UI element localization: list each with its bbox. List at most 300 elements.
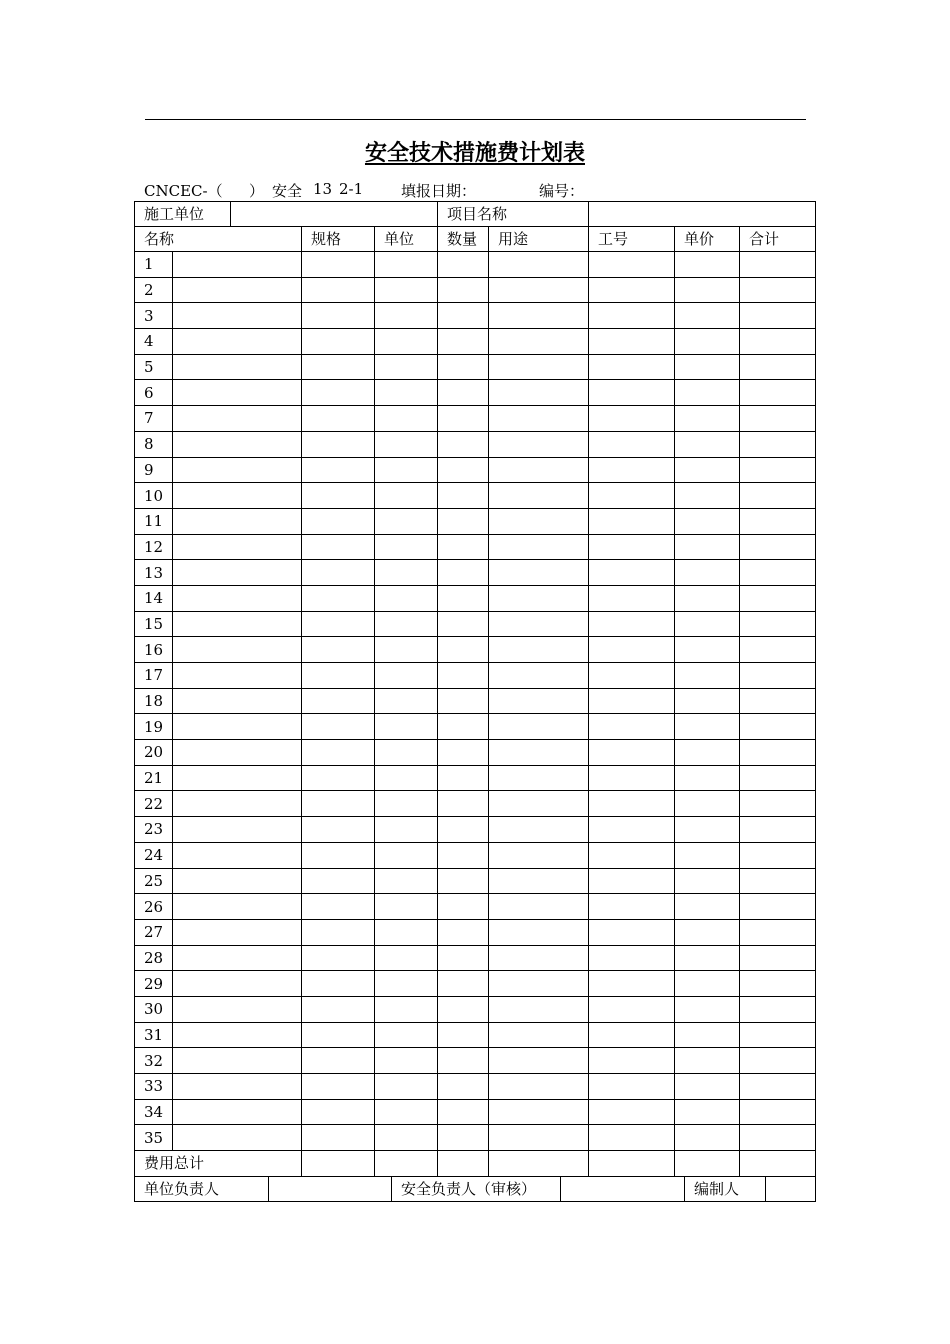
item-total-cell[interactable] xyxy=(740,303,816,329)
item-purpose-cell[interactable] xyxy=(489,688,589,714)
column-header-name: 名称 xyxy=(135,227,302,252)
item-job-no-cell[interactable] xyxy=(589,534,675,560)
item-spec-cell[interactable] xyxy=(302,842,375,868)
item-spec-cell[interactable] xyxy=(302,996,375,1022)
item-total-cell[interactable] xyxy=(740,252,816,278)
header-row xyxy=(135,202,816,227)
item-total-cell[interactable] xyxy=(740,663,816,689)
item-unit-cell[interactable] xyxy=(375,303,438,329)
item-job-no-cell[interactable] xyxy=(589,791,675,817)
item-job-no-cell[interactable] xyxy=(589,585,675,611)
item-unit-cell[interactable] xyxy=(375,277,438,303)
item-name-cell[interactable] xyxy=(173,945,302,971)
item-purpose-cell[interactable] xyxy=(489,714,589,740)
item-total-cell[interactable] xyxy=(740,585,816,611)
item-unit-price-cell[interactable] xyxy=(675,894,740,920)
item-job-no-cell[interactable] xyxy=(589,1125,675,1151)
item-unit-cell[interactable] xyxy=(375,765,438,791)
item-quantity-cell[interactable] xyxy=(438,714,489,740)
item-quantity-cell[interactable] xyxy=(438,791,489,817)
item-job-no-cell[interactable] xyxy=(589,508,675,534)
item-purpose-cell[interactable] xyxy=(489,842,589,868)
item-spec-cell[interactable] xyxy=(302,971,375,997)
item-unit-price-cell[interactable] xyxy=(675,1099,740,1125)
item-spec-cell[interactable] xyxy=(302,740,375,766)
item-name-cell[interactable] xyxy=(173,406,302,432)
item-quantity-cell[interactable] xyxy=(438,406,489,432)
item-unit-price-cell[interactable] xyxy=(675,637,740,663)
item-total-cell[interactable] xyxy=(740,1022,816,1048)
item-purpose-cell[interactable] xyxy=(489,329,589,355)
item-name-cell[interactable] xyxy=(173,354,302,380)
item-total-cell[interactable] xyxy=(740,380,816,406)
item-job-no-cell[interactable] xyxy=(589,1099,675,1125)
item-purpose-cell[interactable] xyxy=(489,868,589,894)
item-unit-cell[interactable] xyxy=(375,1048,438,1074)
item-job-no-cell[interactable] xyxy=(589,1074,675,1100)
item-name-cell[interactable] xyxy=(173,971,302,997)
item-unit-cell[interactable] xyxy=(375,714,438,740)
item-quantity-cell[interactable] xyxy=(438,894,489,920)
item-total-cell[interactable] xyxy=(740,431,816,457)
item-name-cell[interactable] xyxy=(173,1048,302,1074)
item-unit-price-cell[interactable] xyxy=(675,945,740,971)
item-total-cell[interactable] xyxy=(740,765,816,791)
item-unit-price-cell[interactable] xyxy=(675,252,740,278)
item-spec-cell[interactable] xyxy=(302,688,375,714)
item-quantity-cell[interactable] xyxy=(438,508,489,534)
item-quantity-cell[interactable] xyxy=(438,585,489,611)
item-unit-cell[interactable] xyxy=(375,663,438,689)
item-name-cell[interactable] xyxy=(173,868,302,894)
item-total-cell[interactable] xyxy=(740,996,816,1022)
item-spec-cell[interactable] xyxy=(302,714,375,740)
item-total-cell[interactable] xyxy=(740,842,816,868)
item-job-no-cell[interactable] xyxy=(589,380,675,406)
item-unit-cell[interactable] xyxy=(375,1022,438,1048)
table-row xyxy=(135,329,816,355)
item-total-cell[interactable] xyxy=(740,740,816,766)
item-unit-price-cell[interactable] xyxy=(675,740,740,766)
item-spec-cell[interactable] xyxy=(302,380,375,406)
item-unit-price-cell[interactable] xyxy=(675,868,740,894)
item-job-no-cell[interactable] xyxy=(589,945,675,971)
item-unit-cell[interactable] xyxy=(375,842,438,868)
item-purpose-cell[interactable] xyxy=(489,637,589,663)
item-name-cell[interactable] xyxy=(173,508,302,534)
item-quantity-cell[interactable] xyxy=(438,252,489,278)
item-quantity-cell[interactable] xyxy=(438,817,489,843)
item-unit-price-cell[interactable] xyxy=(675,996,740,1022)
item-name-cell[interactable] xyxy=(173,791,302,817)
item-unit-cell[interactable] xyxy=(375,457,438,483)
item-spec-cell[interactable] xyxy=(302,1048,375,1074)
item-job-no-cell[interactable] xyxy=(589,868,675,894)
item-purpose-cell[interactable] xyxy=(489,508,589,534)
item-purpose-cell[interactable] xyxy=(489,354,589,380)
item-total-cell[interactable] xyxy=(740,611,816,637)
item-job-no-cell[interactable] xyxy=(589,329,675,355)
item-total-cell[interactable] xyxy=(740,354,816,380)
item-unit-price-cell[interactable] xyxy=(675,663,740,689)
item-total-cell[interactable] xyxy=(740,483,816,509)
item-unit-cell[interactable] xyxy=(375,354,438,380)
item-spec-cell[interactable] xyxy=(302,560,375,586)
item-quantity-cell[interactable] xyxy=(438,431,489,457)
item-total-cell[interactable] xyxy=(740,688,816,714)
item-quantity-cell[interactable] xyxy=(438,1022,489,1048)
item-spec-cell[interactable] xyxy=(302,611,375,637)
item-quantity-cell[interactable] xyxy=(438,919,489,945)
item-job-no-cell[interactable] xyxy=(589,740,675,766)
item-spec-cell[interactable] xyxy=(302,431,375,457)
item-unit-price-cell[interactable] xyxy=(675,354,740,380)
item-quantity-cell[interactable] xyxy=(438,1125,489,1151)
item-quantity-cell[interactable] xyxy=(438,996,489,1022)
item-spec-cell[interactable] xyxy=(302,791,375,817)
item-unit-cell[interactable] xyxy=(375,508,438,534)
item-quantity-cell[interactable] xyxy=(438,637,489,663)
item-unit-cell[interactable] xyxy=(375,329,438,355)
project-name-field[interactable] xyxy=(589,202,816,227)
item-spec-cell[interactable] xyxy=(302,1125,375,1151)
item-name-cell[interactable] xyxy=(173,919,302,945)
item-job-no-cell[interactable] xyxy=(589,637,675,663)
table-row xyxy=(135,252,816,278)
item-total-cell[interactable] xyxy=(740,406,816,432)
item-job-no-cell[interactable] xyxy=(589,303,675,329)
item-spec-cell[interactable] xyxy=(302,406,375,432)
item-purpose-cell[interactable] xyxy=(489,277,589,303)
item-name-cell[interactable] xyxy=(173,714,302,740)
item-quantity-cell[interactable] xyxy=(438,945,489,971)
item-job-no-cell[interactable] xyxy=(589,996,675,1022)
item-unit-price-cell[interactable] xyxy=(675,560,740,586)
item-unit-cell[interactable] xyxy=(375,534,438,560)
item-unit-cell[interactable] xyxy=(375,1099,438,1125)
item-name-cell[interactable] xyxy=(173,817,302,843)
item-total-cell[interactable] xyxy=(740,817,816,843)
item-purpose-cell[interactable] xyxy=(489,1022,589,1048)
item-job-no-cell[interactable] xyxy=(589,663,675,689)
item-name-cell[interactable] xyxy=(173,688,302,714)
item-job-no-cell[interactable] xyxy=(589,1048,675,1074)
item-unit-cell[interactable] xyxy=(375,1074,438,1100)
item-name-cell[interactable] xyxy=(173,1022,302,1048)
item-name-cell[interactable] xyxy=(173,611,302,637)
item-spec-cell[interactable] xyxy=(302,919,375,945)
item-unit-cell[interactable] xyxy=(375,483,438,509)
item-total-cell[interactable] xyxy=(740,508,816,534)
item-unit-cell[interactable] xyxy=(375,431,438,457)
item-unit-price-cell[interactable] xyxy=(675,1125,740,1151)
item-unit-price-cell[interactable] xyxy=(675,431,740,457)
item-purpose-cell[interactable] xyxy=(489,765,589,791)
item-unit-cell[interactable] xyxy=(375,585,438,611)
item-job-no-cell[interactable] xyxy=(589,277,675,303)
construction-unit-field[interactable] xyxy=(231,202,438,227)
item-total-cell[interactable] xyxy=(740,1125,816,1151)
item-spec-cell[interactable] xyxy=(302,817,375,843)
item-name-cell[interactable] xyxy=(173,1074,302,1100)
item-quantity-cell[interactable] xyxy=(438,842,489,868)
item-purpose-cell[interactable] xyxy=(489,740,589,766)
item-unit-cell[interactable] xyxy=(375,637,438,663)
item-unit-cell[interactable] xyxy=(375,1125,438,1151)
item-quantity-cell[interactable] xyxy=(438,483,489,509)
item-total-cell[interactable] xyxy=(740,714,816,740)
item-quantity-cell[interactable] xyxy=(438,971,489,997)
item-job-no-cell[interactable] xyxy=(589,688,675,714)
item-spec-cell[interactable] xyxy=(302,483,375,509)
item-spec-cell[interactable] xyxy=(302,329,375,355)
item-unit-cell[interactable] xyxy=(375,252,438,278)
item-spec-cell[interactable] xyxy=(302,1099,375,1125)
table-row xyxy=(135,354,816,380)
item-total-cell[interactable] xyxy=(740,945,816,971)
item-job-no-cell[interactable] xyxy=(589,611,675,637)
total-quantity-cell[interactable] xyxy=(438,1151,489,1177)
total-unit-price-cell[interactable] xyxy=(675,1151,740,1177)
item-spec-cell[interactable] xyxy=(302,457,375,483)
item-purpose-cell[interactable] xyxy=(489,791,589,817)
item-unit-price-cell[interactable] xyxy=(675,919,740,945)
item-unit-cell[interactable] xyxy=(375,919,438,945)
item-purpose-cell[interactable] xyxy=(489,919,589,945)
item-unit-price-cell[interactable] xyxy=(675,971,740,997)
item-name-cell[interactable] xyxy=(173,431,302,457)
item-spec-cell[interactable] xyxy=(302,303,375,329)
item-job-no-cell[interactable] xyxy=(589,252,675,278)
item-unit-cell[interactable] xyxy=(375,868,438,894)
item-quantity-cell[interactable] xyxy=(438,688,489,714)
item-purpose-cell[interactable] xyxy=(489,1048,589,1074)
item-unit-price-cell[interactable] xyxy=(675,765,740,791)
item-total-cell[interactable] xyxy=(740,457,816,483)
item-spec-cell[interactable] xyxy=(302,637,375,663)
item-name-cell[interactable] xyxy=(173,252,302,278)
item-quantity-cell[interactable] xyxy=(438,380,489,406)
item-job-no-cell[interactable] xyxy=(589,406,675,432)
item-quantity-cell[interactable] xyxy=(438,765,489,791)
item-unit-cell[interactable] xyxy=(375,406,438,432)
item-name-cell[interactable] xyxy=(173,585,302,611)
item-spec-cell[interactable] xyxy=(302,663,375,689)
item-unit-cell[interactable] xyxy=(375,894,438,920)
item-job-no-cell[interactable] xyxy=(589,560,675,586)
item-purpose-cell[interactable] xyxy=(489,971,589,997)
item-unit-price-cell[interactable] xyxy=(675,817,740,843)
item-quantity-cell[interactable] xyxy=(438,277,489,303)
item-job-no-cell[interactable] xyxy=(589,354,675,380)
item-purpose-cell[interactable] xyxy=(489,663,589,689)
item-purpose-cell[interactable] xyxy=(489,252,589,278)
item-total-cell[interactable] xyxy=(740,534,816,560)
item-spec-cell[interactable] xyxy=(302,945,375,971)
item-unit-cell[interactable] xyxy=(375,971,438,997)
item-purpose-cell[interactable] xyxy=(489,406,589,432)
item-name-cell[interactable] xyxy=(173,765,302,791)
item-purpose-cell[interactable] xyxy=(489,611,589,637)
item-purpose-cell[interactable] xyxy=(489,817,589,843)
total-job-no-cell[interactable] xyxy=(589,1151,675,1177)
item-name-cell[interactable] xyxy=(173,457,302,483)
item-name-cell[interactable] xyxy=(173,277,302,303)
item-unit-cell[interactable] xyxy=(375,740,438,766)
item-name-cell[interactable] xyxy=(173,303,302,329)
table-row xyxy=(135,534,816,560)
item-name-cell[interactable] xyxy=(173,740,302,766)
item-purpose-cell[interactable] xyxy=(489,1125,589,1151)
item-unit-cell[interactable] xyxy=(375,611,438,637)
item-total-cell[interactable] xyxy=(740,1074,816,1100)
item-quantity-cell[interactable] xyxy=(438,740,489,766)
item-job-no-cell[interactable] xyxy=(589,919,675,945)
item-quantity-cell[interactable] xyxy=(438,1048,489,1074)
item-total-cell[interactable] xyxy=(740,637,816,663)
item-spec-cell[interactable] xyxy=(302,534,375,560)
item-job-no-cell[interactable] xyxy=(589,894,675,920)
item-purpose-cell[interactable] xyxy=(489,1074,589,1100)
item-purpose-cell[interactable] xyxy=(489,996,589,1022)
item-unit-price-cell[interactable] xyxy=(675,1074,740,1100)
item-unit-price-cell[interactable] xyxy=(675,277,740,303)
item-spec-cell[interactable] xyxy=(302,765,375,791)
item-unit-price-cell[interactable] xyxy=(675,457,740,483)
item-name-cell[interactable] xyxy=(173,1099,302,1125)
safety-head-field[interactable] xyxy=(561,1177,685,1202)
item-unit-cell[interactable] xyxy=(375,791,438,817)
item-unit-cell[interactable] xyxy=(375,817,438,843)
item-spec-cell[interactable] xyxy=(302,585,375,611)
item-unit-cell[interactable] xyxy=(375,945,438,971)
item-total-cell[interactable] xyxy=(740,329,816,355)
item-spec-cell[interactable] xyxy=(302,1074,375,1100)
total-purpose-cell[interactable] xyxy=(489,1151,589,1177)
total-spec-cell[interactable] xyxy=(302,1151,375,1177)
item-quantity-cell[interactable] xyxy=(438,868,489,894)
item-name-cell[interactable] xyxy=(173,1125,302,1151)
item-spec-cell[interactable] xyxy=(302,1022,375,1048)
item-quantity-cell[interactable] xyxy=(438,663,489,689)
item-job-no-cell[interactable] xyxy=(589,1022,675,1048)
item-spec-cell[interactable] xyxy=(302,508,375,534)
item-job-no-cell[interactable] xyxy=(589,431,675,457)
item-purpose-cell[interactable] xyxy=(489,585,589,611)
item-total-cell[interactable] xyxy=(740,894,816,920)
item-unit-price-cell[interactable] xyxy=(675,842,740,868)
item-unit-price-cell[interactable] xyxy=(675,688,740,714)
item-unit-price-cell[interactable] xyxy=(675,611,740,637)
item-purpose-cell[interactable] xyxy=(489,945,589,971)
item-total-cell[interactable] xyxy=(740,868,816,894)
item-job-no-cell[interactable] xyxy=(589,842,675,868)
item-total-cell[interactable] xyxy=(740,1048,816,1074)
unit-head-field[interactable] xyxy=(269,1177,392,1202)
item-quantity-cell[interactable] xyxy=(438,329,489,355)
item-purpose-cell[interactable] xyxy=(489,560,589,586)
item-unit-cell[interactable] xyxy=(375,560,438,586)
item-job-no-cell[interactable] xyxy=(589,457,675,483)
item-unit-price-cell[interactable] xyxy=(675,1022,740,1048)
item-total-cell[interactable] xyxy=(740,971,816,997)
item-quantity-cell[interactable] xyxy=(438,560,489,586)
item-quantity-cell[interactable] xyxy=(438,1099,489,1125)
item-unit-cell[interactable] xyxy=(375,688,438,714)
item-purpose-cell[interactable] xyxy=(489,431,589,457)
item-name-cell[interactable] xyxy=(173,894,302,920)
item-spec-cell[interactable] xyxy=(302,277,375,303)
total-unit-cell[interactable] xyxy=(375,1151,438,1177)
item-quantity-cell[interactable] xyxy=(438,354,489,380)
item-job-no-cell[interactable] xyxy=(589,971,675,997)
row-number: 1 xyxy=(135,252,173,278)
item-name-cell[interactable] xyxy=(173,996,302,1022)
item-unit-price-cell[interactable] xyxy=(675,534,740,560)
item-purpose-cell[interactable] xyxy=(489,534,589,560)
item-spec-cell[interactable] xyxy=(302,252,375,278)
item-total-cell[interactable] xyxy=(740,1099,816,1125)
item-unit-price-cell[interactable] xyxy=(675,329,740,355)
item-spec-cell[interactable] xyxy=(302,868,375,894)
item-unit-price-cell[interactable] xyxy=(675,380,740,406)
item-unit-price-cell[interactable] xyxy=(675,406,740,432)
total-sum-cell[interactable] xyxy=(740,1151,816,1177)
item-name-cell[interactable] xyxy=(173,560,302,586)
item-unit-price-cell[interactable] xyxy=(675,714,740,740)
item-quantity-cell[interactable] xyxy=(438,1074,489,1100)
item-total-cell[interactable] xyxy=(740,791,816,817)
item-purpose-cell[interactable] xyxy=(489,894,589,920)
item-total-cell[interactable] xyxy=(740,277,816,303)
item-name-cell[interactable] xyxy=(173,842,302,868)
item-quantity-cell[interactable] xyxy=(438,534,489,560)
item-unit-price-cell[interactable] xyxy=(675,483,740,509)
item-job-no-cell[interactable] xyxy=(589,483,675,509)
preparer-field[interactable] xyxy=(766,1177,816,1202)
item-spec-cell[interactable] xyxy=(302,354,375,380)
table-row xyxy=(135,791,816,817)
item-purpose-cell[interactable] xyxy=(489,457,589,483)
item-name-cell[interactable] xyxy=(173,329,302,355)
item-quantity-cell[interactable] xyxy=(438,611,489,637)
item-unit-cell[interactable] xyxy=(375,380,438,406)
item-name-cell[interactable] xyxy=(173,637,302,663)
item-unit-price-cell[interactable] xyxy=(675,303,740,329)
item-purpose-cell[interactable] xyxy=(489,303,589,329)
item-quantity-cell[interactable] xyxy=(438,303,489,329)
item-job-no-cell[interactable] xyxy=(589,765,675,791)
item-total-cell[interactable] xyxy=(740,560,816,586)
item-purpose-cell[interactable] xyxy=(489,380,589,406)
item-name-cell[interactable] xyxy=(173,483,302,509)
item-name-cell[interactable] xyxy=(173,663,302,689)
item-purpose-cell[interactable] xyxy=(489,1099,589,1125)
item-unit-price-cell[interactable] xyxy=(675,508,740,534)
item-unit-price-cell[interactable] xyxy=(675,791,740,817)
item-name-cell[interactable] xyxy=(173,534,302,560)
item-spec-cell[interactable] xyxy=(302,894,375,920)
item-job-no-cell[interactable] xyxy=(589,817,675,843)
item-unit-price-cell[interactable] xyxy=(675,585,740,611)
item-name-cell[interactable] xyxy=(173,380,302,406)
item-job-no-cell[interactable] xyxy=(589,714,675,740)
item-unit-price-cell[interactable] xyxy=(675,1048,740,1074)
item-purpose-cell[interactable] xyxy=(489,483,589,509)
item-total-cell[interactable] xyxy=(740,919,816,945)
item-quantity-cell[interactable] xyxy=(438,457,489,483)
item-unit-cell[interactable] xyxy=(375,996,438,1022)
